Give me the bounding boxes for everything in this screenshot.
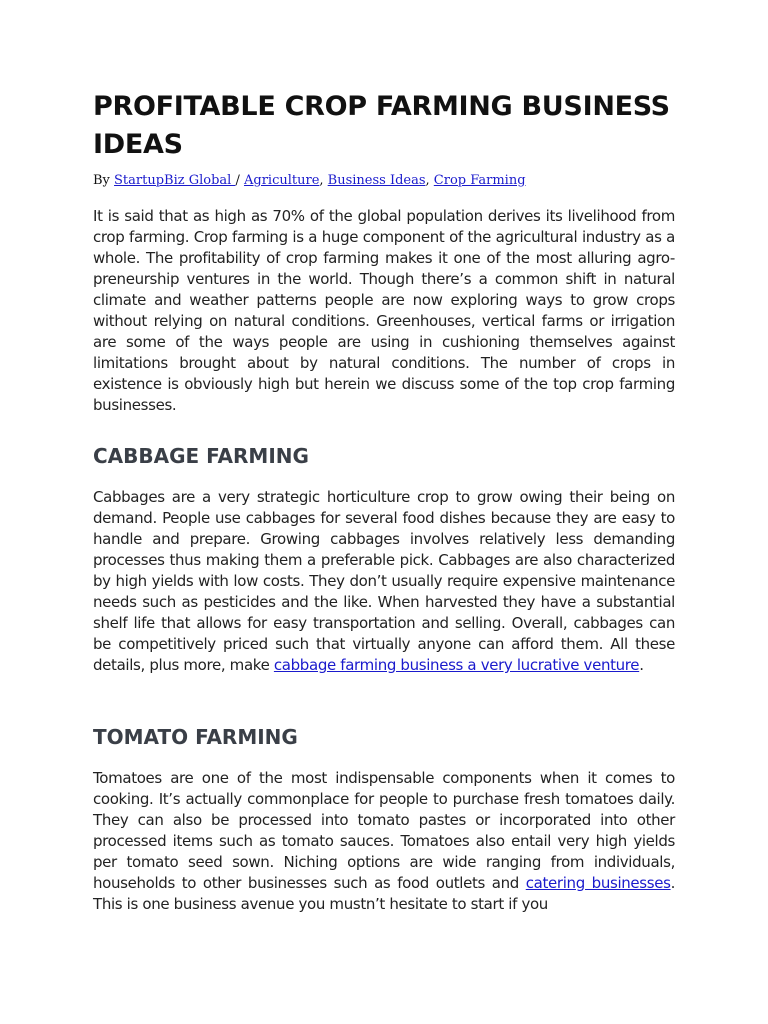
category-link-crop-farming[interactable]: Crop Farming xyxy=(433,173,526,188)
cabbage-business-link[interactable]: cabbage farming business a very lucrative venture xyxy=(273,656,640,674)
paragraph-text-end: . This is one business avenue you mustn’t hesitate to start if you xyxy=(93,874,676,913)
section-paragraph-tomato xyxy=(93,768,675,915)
category-link-business-ideas[interactable]: Business Ideas xyxy=(327,173,426,188)
intro-paragraph: It is said that as high as 70% of the global population derives its livelihood from crop farming. Crop farming is a huge component of the agricultural industry as a whole. The profitability of crop farming makes it one of the most alluring agro-preneurship ventures in the world. Though there’s a common shift in natural climate and weather patterns people are now exploring ways to grow crops without relying on natural conditions. Greenhouses, vertical farms or irrigation are some of the ways people are using in cushioning themselves against limitations brought about by natural conditions. The number of crops in existence is obviously high but herein we discuss some of the top crop farming businesses. xyxy=(93,207,675,414)
section-paragraph-cabbage xyxy=(93,487,675,676)
paragraph-text: Tomatoes are one of the most indispensable components when it comes to cooking. It’s actually commonplace for people to purchase fresh tomatoes daily. They can also be processed into tomato pastes or incorporated into other processed items such as tomato sauces. Tomatoes also entail very high yields per tomato seed sown. Niching options are wide ranging from individuals, households to other businesses such as food outlets and xyxy=(93,769,675,892)
section-heading-tomato: TOMATO FARMING xyxy=(93,725,298,749)
paragraph-text-end: . xyxy=(639,656,644,674)
category-separator: , xyxy=(319,173,328,188)
byline-prefix: By xyxy=(93,173,115,188)
section-heading-cabbage: CABBAGE FARMING xyxy=(93,444,309,468)
author-link[interactable]: StartupBiz Global xyxy=(114,173,236,188)
byline xyxy=(93,172,675,190)
paragraph-text: Cabbages are a very strategic horticulture crop to grow owing their being on demand. People use cabbages for several food dishes because they are easy to handle and prepare. Growing cabbages involves relatively less demanding processes thus making them a preferable pick. Cabbages are also characterized by high yields with low costs. They don’t usually require expensive maintenance needs such as pesticides and the like. When harvested they have a substantial shelf life that allows for easy transportation and selling. Overall, cabbages can be competitively priced such that virtually anyone can afford them. All these details, plus more, make xyxy=(93,488,675,674)
catering-businesses-link[interactable]: catering businesses xyxy=(525,874,671,892)
category-link-agriculture[interactable]: Agriculture xyxy=(243,173,320,188)
byline-separator: / xyxy=(235,173,244,188)
category-separator: , xyxy=(425,173,434,188)
article-title: PROFITABLE CROP FARMING BUSINESS IDEAS xyxy=(93,91,670,160)
